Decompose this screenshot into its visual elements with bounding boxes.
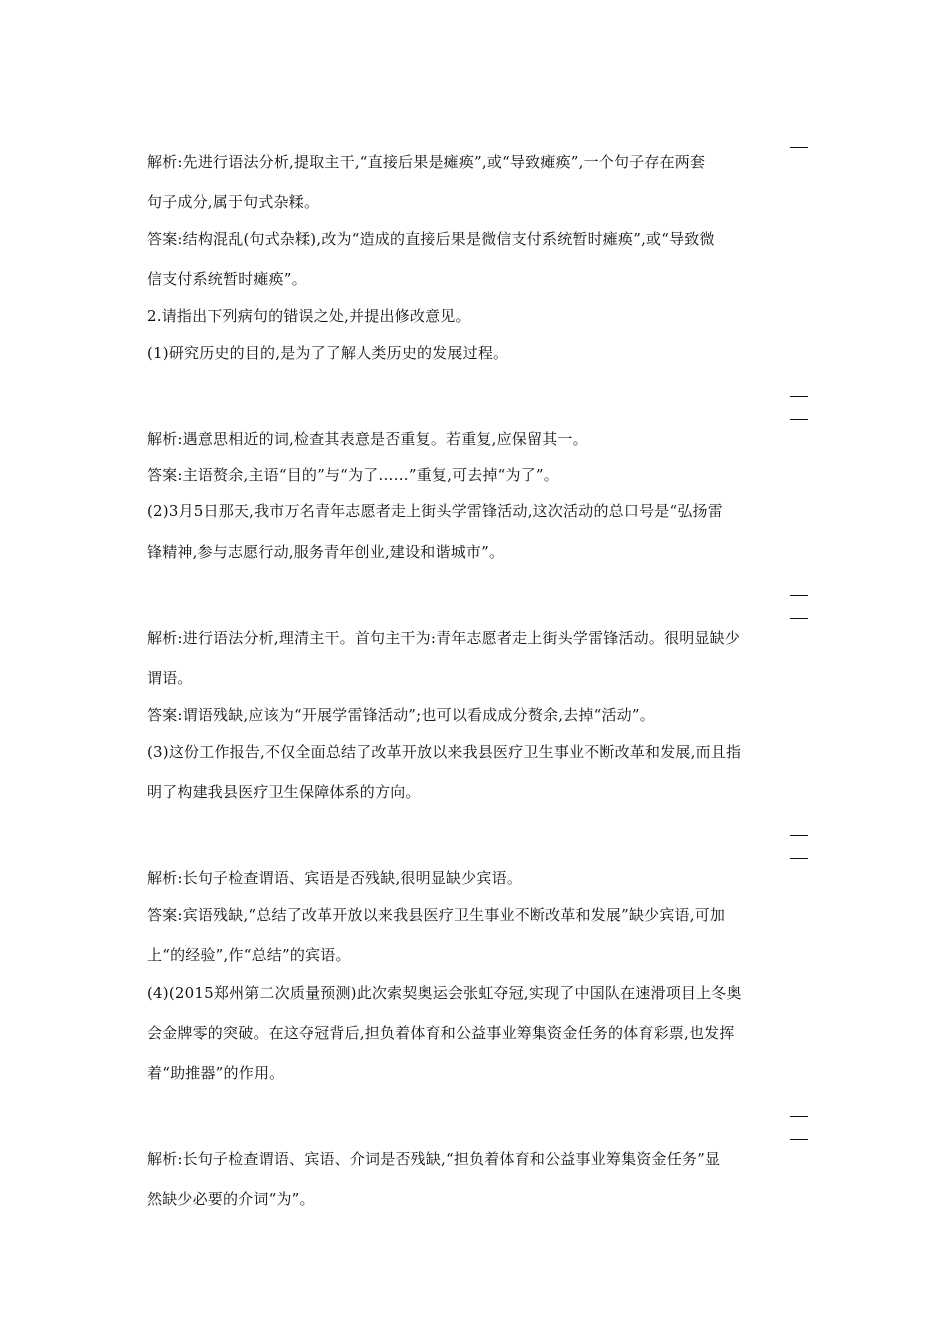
q2-s2-question-line-1: (2)3月5日那天,我市万名青年志愿者走上街头学雷锋活动,这次活动的总口号是“弘扬雷 [147,502,723,520]
q2-s1-answer: 答案:主语赘余,主语“目的”与“为了……”重复,可去掉“为了”。 [147,466,560,484]
answer-blank-line [790,147,808,148]
q2-s3-answer-line-1: 答案:宾语残缺,“总结了改革开放以来我县医疗卫生事业不断改革和发展”缺少宾语,可加 [147,906,726,924]
q2-s2-answer: 答案:谓语残缺,应该为“开展学雷锋活动”;也可以看成成分赘余,去掉“活动”。 [147,706,655,724]
q2-s3-analysis: 解析:长句子检查谓语、宾语是否残缺,很明显缺少宾语。 [147,869,523,887]
q2-s1-analysis: 解析:遇意思相近的词,检查其表意是否重复。若重复,应保留其一。 [147,430,588,448]
q1-analysis-line-1: 解析:先进行语法分析,提取主干,“直接后果是瘫痪”,或“导致瘫痪”,一个句子存在两套 [147,153,706,171]
answer-blank-line [790,396,808,397]
q2-s2-analysis-line-1: 解析:进行语法分析,理清主干。首句主干为:青年志愿者走上街头学雷锋活动。很明显缺少 [147,629,741,647]
answer-blank-line [790,858,808,859]
answer-blank-line [790,1139,808,1140]
q2-s3-answer-line-2: 上“的经验”,作“总结”的宾语。 [147,946,351,964]
q2-s4-question-line-1: (4)(2015郑州第二次质量预测)此次索契奥运会张虹夺冠,实现了中国队在速滑项目上冬奥 [147,984,742,1002]
q2-s4-question-line-2: 会金牌零的突破。在这夺冠背后,担负着体育和公益事业筹集资金任务的体育彩票,也发挥 [147,1024,735,1042]
q1-analysis-line-2: 句子成分,属于句式杂糅。 [147,193,320,211]
answer-blank-line [790,835,808,836]
answer-blank-line [790,595,808,596]
q2-s3-question-line-2: 明了构建我县医疗卫生保障体系的方向。 [147,783,421,801]
q1-answer-line-1: 答案:结构混乱(句式杂糅),改为“造成的直接后果是微信支付系统暂时瘫痪”,或“导致微 [147,230,715,248]
q1-answer-line-2: 信支付系统暂时瘫痪”。 [147,270,307,288]
q2-s1-question: (1)研究历史的目的,是为了了解人类历史的发展过程。 [147,344,509,362]
q2-intro: 2.请指出下列病句的错误之处,并提出修改意见。 [147,307,471,325]
answer-blank-line [790,1116,808,1117]
q2-s4-analysis-line-1: 解析:长句子检查谓语、宾语、介词是否残缺,“担负着体育和公益事业筹集资金任务”显 [147,1150,721,1168]
q2-s3-question-line-1: (3)这份工作报告,不仅全面总结了改革开放以来我县医疗卫生事业不断改革和发展,而且指 [147,743,742,761]
answer-blank-line [790,419,808,420]
q2-s4-analysis-line-2: 然缺少必要的介词“为”。 [147,1190,315,1208]
q2-s2-analysis-line-2: 谓语。 [147,669,193,687]
q2-s4-question-line-3: 着“助推器”的作用。 [147,1064,285,1082]
answer-blank-line [790,618,808,619]
q2-s2-question-line-2: 锋精神,参与志愿行动,服务青年创业,建设和谐城市”。 [147,543,505,561]
